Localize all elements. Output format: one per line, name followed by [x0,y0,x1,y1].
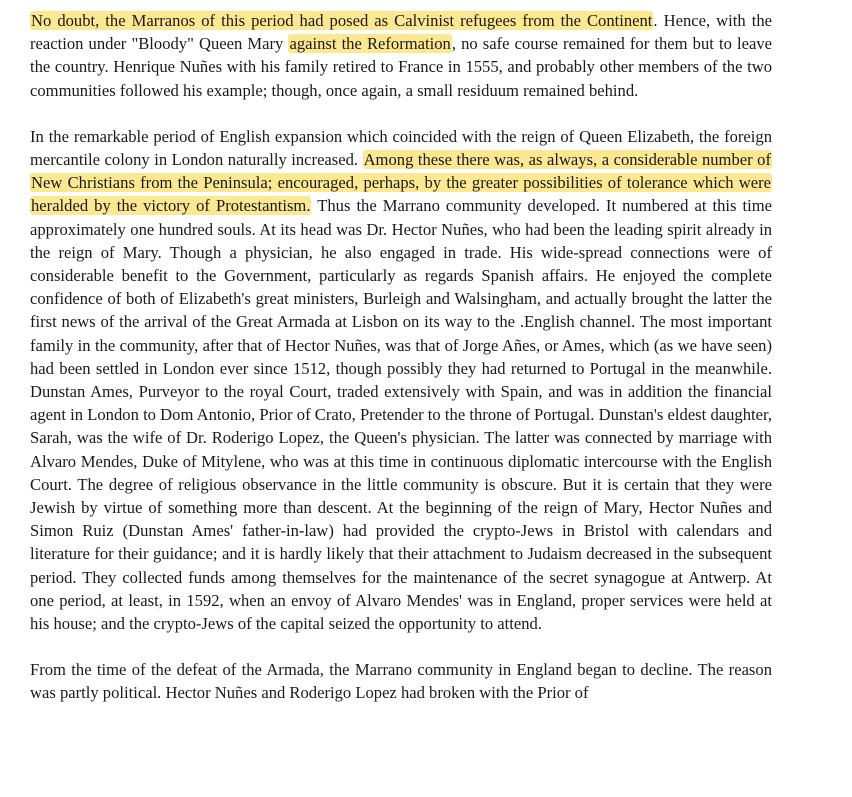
text-span: In the remarkable period of English expansion which coincided with the reign of Queen Elizabeth, the foreign mercantile colony in London naturally increased. [30,126,772,170]
text-span: , no safe course remained for them but to leave the country. Henrique Nuñes with his family retired to France in 1555, and probably other members of the two communities followed his example; though, once again, a small residuum remained behind. [30,34,772,100]
text-span: . Hence, with the reaction under "Bloody" Queen Mary [30,11,772,54]
text-span: Thus the Marrano community developed. It numbered at this time approximately one hundred souls. At its head was Dr. Hector Nuñes, who had been the leading spirit already in the reign of Mary. Though a physician, he also engaged in trade. His wide-spread connections were of considerable benefit to the Government, particularly as regards Spanish affairs. He enjoyed the complete confidence of both of Elizabeth's great ministers, Burleigh and Walsingham, and actually brought the latter the first news of the arrival of the Great Armada at Lisbon on its way to the .English channel. The most important family in the community, after that of Hector Nuñes, was that of Jorge Añes, or Ames, which (as we have seen) had been settled in London ever since 1512, though possibly they had returned to Portugal in the meanwhile. Dunstan Ames, Purveyor to the royal Court, traded extensively with Spain, and was in addition the financial agent in London to Dom Antonio, Prior of Crato, Pretender to the throne of Portugal. Dunstan's eldest daughter, Sarah, was the wife of Dr. Roderigo Lopez, the Queen's physician. The latter was connected by marriage with Alvaro Mendes, Duke of Mitylene, who was at this time in continuous diplomatic intercourse with the English Court. The degree of religious observance in the little community is obscure. But it is certain that they were Jewish by virtue of something more than descent. At the beginning of the reign of Mary, Hector Nuñes and Simon Ruiz (Dunstan Ames' father-in-law) had provided the crypto-Jews in Bristol with calendars and literature for their guidance; and it is hardly likely that their attachment to Judaism decreased in the subsequent period. They collected funds among themselves for the maintenance of the secret synagogue at Antwerp. At one period, at least, in 1592, when an envoy of Alvaro Mendes' was in England, proper services were held at his house; and the crypto-Jews of the capital seized the opportunity to attend. [30,196,772,634]
highlighted-text: No doubt, the Marranos of this period had posed as Calvinist refugees from the Continent [31,11,653,30]
paragraph-2 [30,125,772,635]
paragraph-1 [30,9,772,102]
document-body [30,9,772,728]
highlighted-text: Among these there was, as always, a considerable number of New Christians from the Peninsula; encouraged, perhaps, by the greater possibilities of tolerance which were heralded by the victory of Protestantism. [31,150,771,216]
paragraph-3 [30,658,772,704]
highlighted-text: against the Reformation [289,34,451,54]
text-span: From the time of the defeat of the Armada, the Marrano community in England began to decline. The reason was partly political. Hector Nuñes and Roderigo Lopez had broken with the Prior of [30,660,772,703]
